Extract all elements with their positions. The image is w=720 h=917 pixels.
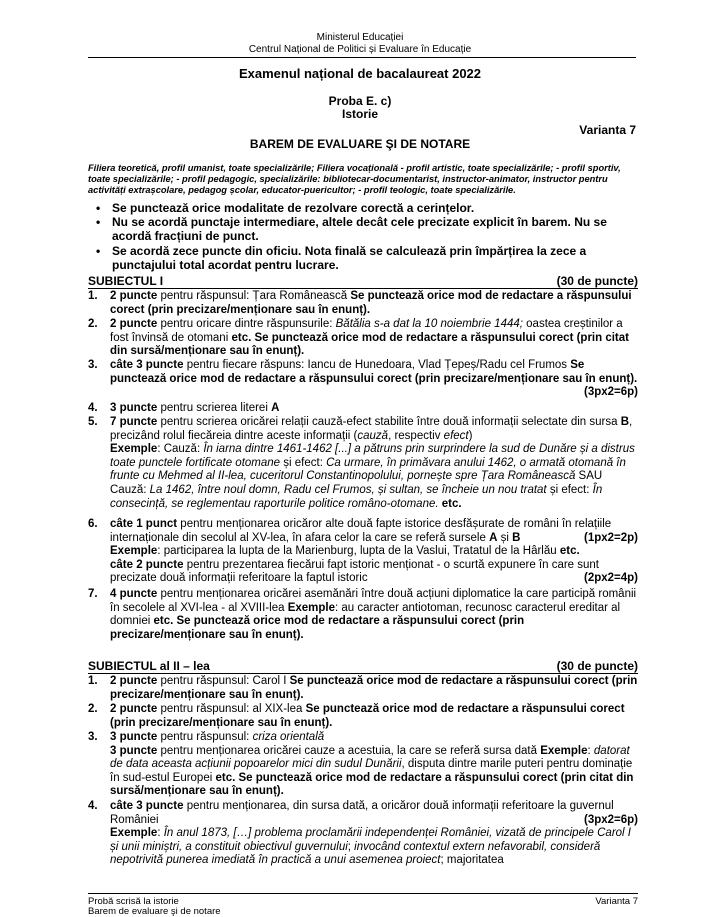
section-2-header: [88, 659, 638, 674]
footer-left-1: Probă scrisă la istorie: [88, 896, 179, 907]
bullet-item: • Se punctează orice modalitate de rezolvare corectă a cerințelor.: [96, 201, 475, 215]
footer-left-2: Barem de evaluare şi de notare: [88, 906, 221, 917]
points-note: (2px2=4p): [583, 572, 638, 585]
document-page: Ministerul Educației Centrul Național de Politici și Evaluare în Educație Examenul național de bacalaureat 2022 Proba E. c) Istorie Varianta 7 BAREM DE EVALUARE ŞI DE NOTARE Filiera teoretică, profil umanist, toate specializările; Filiera vocațională - profil artistic, toate specializările; - profil sportiv, toate specializările; - profil pedagogic, specializările: bibliotecar-documentarist, instructor-animator, instructor pentru activități extrașcolare, pedagog școlar, educator-puericultor; - profil teologic, toate specializările. • Se punctează orice modalitate de rezolvare corectă a cerințelor. • Nu se acordă punctaje intermediare, altele decât cele precizate explicit în barem. Nu se acordă fracțiuni de punct. • Se acordă zece puncte din oficiu. Nota finală se calculează prin împărțirea la zece a punctajului total acordat pentru lucrare. SUBIECTUL I (30 de puncte) 1. 2 puncte pentru răspunsul: Țara Românească Se punctează orice mod de redactare a răspunsului corect (prin precizare/menționare sau în enunț). 2. 2 puncte pentru oricare dintre răspunsurile: Bătălia s-a dat la 10 noiembrie 1444; oastea creștinilor a fost învinsă de otomani etc. Se punctează orice mod de redactare a răspunsului corect (prin citat din sursă/menționare sau în enunț). 3. câte 3 puncte pentru fiecare răspuns: Iancu de Hunedoara, Vlad Țepeș/Radu cel Frumos Se punctează orice mod de redactare a răspunsului corect (prin precizare/menționare sau în enunț). (3px2=6p) 4. 3 puncte pentru scrierea literei A 5. 7 puncte pentru scrierea oricărei relații cauză-efect stabilite între două informații selectate din sursa B, precizând rolul fiecăreia dintre aceste informații (cauză, respectiv efect) Exemple: Cauză: În iarna dintre 1461-1462 [...] a pătruns prin surprindere la sud de Dunăre și a distrus toate punctele fortificate otomane și efect: Ca urmare, în primăvara anului 1462, o armată otomană în frunte cu Mehmed al II-lea, cuceritorul Constantinopolului, pornește spre Țara Românească SAU Cauză: La 1462, între noul domn, Radu cel Frumos, și sultan, se încheie un nou tratat și efect: În consecință, se reglementau raporturile politice româno-otomane. etc. 6. câte 1 punct pentru menționarea oricăror alte două fapte istorice desfășurate de români în relațiile internaționale din secolul al XV-lea, în afara celor la care se referă sursele A și B (1px2=2p) Exemple: participarea la lupta de la Marienburg, lupta de la Vaslui, Tratatul de la Hârlău etc. câte 2 puncte pentru prezentarea fiecărui fapt istoric menționat - o scurtă expunere în care sunt precizate două informații referitoare la faptul istoric (2px2=4p) 7. 4 puncte pentru menționarea oricărei asemănări între două acțiuni diplomatice la care participă românii în secolele al XVI-lea - al XVIII-lea Exemple: au caracter antiotoman, recunosc caracterul ereditar al domniei etc. Se punctează orice mod de redactare a răspunsului corect (prin precizare/menționare sau în enunț). SUBIECTUL al II – lea (30 de puncte) 1. 2 puncte pentru răspunsul: Carol I Se punctează orice mod de redactare a răspunsului corect (prin precizare/menționare sau în enunț). 2. 2 puncte pentru răspunsul: al XIX-lea Se punctează orice mod de redactare a răspunsului corect (prin precizare/menționare sau în enunț). 3. 3 puncte pentru răspunsul: criza orientală 3 puncte pentru menționarea oricărei cauze a acestuia, la care se referă sursa dată Exemple: datorat de data aceasta acțiunii popoarelor mici din sudul Dunării, disputa dintre marile puteri pentru dominație în sud-estul Europei etc. Se punctează orice mod de redactare a răspunsului corect (prin citat din sursă/menționare sau în enunț). 4. câte 3 puncte pentru menționarea, din sursa dată, a oricăror două informații referitoare la guvernul României (3px2=6p) Exemple: În anul 1873, […] problema proclamării independenței României, vizată de principele Carol I și unii miniștri, a constituit obiectivul guvernului; invocând contextul extern nefavorabil, consideră nepotrivită punerea imediată în practică a unui asemenea proiect; majoritatea Probă scrisă la istorie Barem de evaluare şi de notare Varianta 7: [0, 0, 720, 917]
points-note: (3px2=6p): [583, 813, 638, 826]
exam-title: Examenul național de bacalaureat 2022: [238, 66, 482, 81]
points-note: (3px2=6p): [583, 386, 638, 399]
center-name: Centrul Național de Politici și Evaluare în Educație: [248, 44, 472, 55]
section-points: (30 de puncte): [556, 274, 638, 288]
bullet-icon: •: [96, 244, 101, 258]
section-title: SUBIECTUL I: [88, 274, 164, 288]
section-title: SUBIECTUL al II – lea: [88, 659, 210, 673]
variant-label: Varianta 7: [579, 123, 636, 137]
bullet-item: • Nu se acordă punctaje intermediare, altele decât cele precizate explicit în barem. Nu se acordă fracțiuni de punct.: [96, 215, 607, 243]
barem-title: BAREM DE EVALUARE ŞI DE NOTARE: [249, 137, 471, 151]
section-1-header: [88, 274, 638, 289]
section-points: (30 de puncte): [556, 659, 638, 673]
proba-title: Proba E. c): [328, 94, 392, 108]
subject-title: Istorie: [341, 107, 378, 121]
bullet-icon: •: [96, 215, 101, 229]
ministry-name: Ministerul Educației: [316, 32, 404, 43]
filiera-text: Filiera teoretică, profil umanist, toate specializările; Filiera vocațională - profil artistic, toate specializările; - profil sportiv, toate specializările; - profil pedagogic, specializările: bibliotecar-documentarist, instructor-animator, instructor pentru activități extrașcolare, pedagog școlar, educator-puericultor; - profil teologic, toate specializările.: [88, 163, 621, 195]
header-rule: [88, 57, 636, 58]
footer-rule: [88, 893, 638, 894]
footer-variant: Varianta 7: [595, 896, 638, 907]
bullet-item: • Se acordă zece puncte din oficiu. Nota finală se calculează prin împărțirea la zece a punctajului total acordat pentru lucrare.: [96, 244, 587, 272]
points-note: (1px2=2p): [583, 531, 638, 544]
bullet-icon: •: [96, 201, 101, 215]
